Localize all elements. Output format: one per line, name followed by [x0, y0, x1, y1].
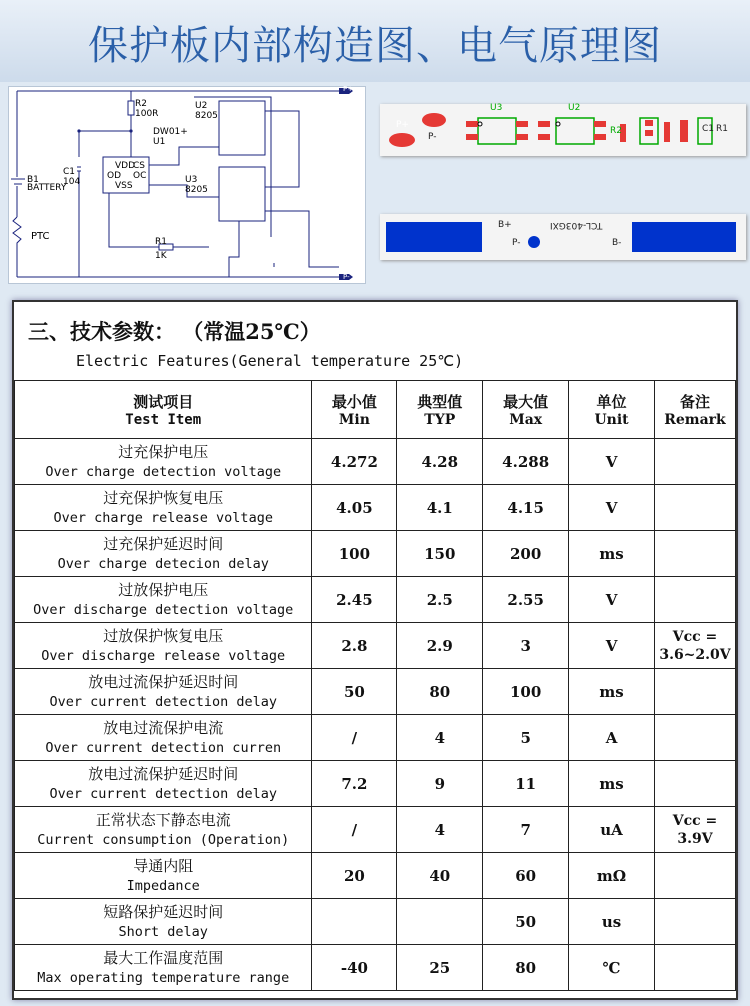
cell-remark	[654, 485, 735, 531]
cell-max: 5	[483, 715, 569, 761]
schematic-diagram	[8, 86, 366, 284]
table-row	[15, 669, 736, 715]
table-row	[15, 945, 736, 991]
cell-max: 200	[483, 531, 569, 577]
pminus-terminal: P-	[343, 273, 350, 281]
cell-min: 2.8	[312, 623, 397, 669]
spec-panel	[12, 300, 738, 1000]
cell-max: 4.288	[483, 439, 569, 485]
cell-min: /	[312, 715, 397, 761]
u2-part: 8205	[195, 111, 218, 121]
r1-value: 1K	[155, 251, 167, 261]
cell-max: 2.55	[483, 577, 569, 623]
cell-min: 4.272	[312, 439, 397, 485]
spec-table	[14, 380, 736, 991]
cell-typ: 4	[397, 807, 483, 853]
cell-max: 4.15	[483, 485, 569, 531]
table-header-row	[15, 381, 736, 439]
cell-typ: 2.5	[397, 577, 483, 623]
u1-vdd: VDD	[115, 161, 136, 171]
table-row	[15, 485, 736, 531]
cell-typ: 80	[397, 669, 483, 715]
cell-remark	[654, 945, 735, 991]
cell-max: 100	[483, 669, 569, 715]
cell-max: 3	[483, 623, 569, 669]
r1-label: R1	[155, 237, 167, 247]
cell-max: 7	[483, 807, 569, 853]
cell-unit: ms	[569, 669, 655, 715]
u1-cs: CS	[133, 161, 145, 171]
pcb-u2-label: U2	[568, 103, 581, 113]
cell-remark	[654, 669, 735, 715]
u1-vss: VSS	[115, 181, 133, 191]
cell-remark	[654, 531, 735, 577]
pcb-pminus-label-bottom: P-	[512, 238, 521, 248]
cell-typ: 4.1	[397, 485, 483, 531]
cell-unit: us	[569, 899, 655, 945]
cell-remark	[654, 439, 735, 485]
pcb-bottom-view	[380, 214, 746, 260]
pcb-pminus-label: P-	[428, 132, 437, 142]
b1-label: B1	[27, 175, 39, 185]
cell-unit: V	[569, 623, 655, 669]
u1-od: OD	[107, 171, 122, 181]
cell-test-item: 过放保护电压 Over discharge detection voltage	[15, 577, 312, 623]
section-subtitle: Electric Features(General temperature 25℃)	[76, 352, 464, 370]
cell-min: 2.45	[312, 577, 397, 623]
table-row	[15, 807, 736, 853]
cell-remark	[654, 715, 735, 761]
cell-unit: ms	[569, 761, 655, 807]
cell-unit: mΩ	[569, 853, 655, 899]
pcb-r2-label: R2	[610, 126, 622, 136]
cell-remark	[654, 899, 735, 945]
cell-typ: 9	[397, 761, 483, 807]
u2-label: U2	[195, 101, 208, 111]
cell-typ: 40	[397, 853, 483, 899]
cell-unit: uA	[569, 807, 655, 853]
cell-test-item: 过充保护延迟时间 Over charge detecion delay	[15, 531, 312, 577]
cell-min: 7.2	[312, 761, 397, 807]
cell-test-item: 放电过流保护延迟时间 Over current detection delay	[15, 669, 312, 715]
cell-remark	[654, 853, 735, 899]
header-max: 最大值 Max	[483, 381, 569, 439]
header-unit: 单位 Unit	[569, 381, 655, 439]
cell-test-item: 放电过流保护电流 Over current detection curren	[15, 715, 312, 761]
r2-value: 100R	[135, 109, 159, 119]
cell-test-item: 过放保护恢复电压 Over discharge release voltage	[15, 623, 312, 669]
pcb-bminus-label: B-	[612, 238, 622, 248]
table-row	[15, 853, 736, 899]
cell-max: 60	[483, 853, 569, 899]
cell-typ: 150	[397, 531, 483, 577]
cell-unit: ℃	[569, 945, 655, 991]
cell-remark	[654, 577, 735, 623]
cell-min: 20	[312, 853, 397, 899]
cell-test-item: 正常状态下静态电流 Current consumption (Operation)	[15, 807, 312, 853]
cell-unit: V	[569, 485, 655, 531]
pcb-bplus-label: B+	[498, 220, 512, 230]
page-title: 保护板内部构造图、电气原理图	[88, 23, 662, 69]
table-row	[15, 577, 736, 623]
c1-label: C1	[63, 167, 76, 177]
table-row	[15, 623, 736, 669]
cell-max: 50	[483, 899, 569, 945]
cell-test-item: 短路保护延迟时间 Short delay	[15, 899, 312, 945]
pcb-c1-label: C1	[702, 124, 715, 134]
cell-min	[312, 899, 397, 945]
cell-max: 80	[483, 945, 569, 991]
pcb-r1-label: R1	[716, 124, 728, 134]
cell-min: -40	[312, 945, 397, 991]
battery-label: BATTERY	[27, 183, 67, 193]
cell-typ: 2.9	[397, 623, 483, 669]
cell-unit: V	[569, 577, 655, 623]
cell-unit: A	[569, 715, 655, 761]
cell-test-item: 过充保护恢复电压 Over charge release voltage	[15, 485, 312, 531]
cell-test-item: 放电过流保护延迟时间 Over current detection delay	[15, 761, 312, 807]
table-row	[15, 531, 736, 577]
u3-part: 8205	[185, 185, 208, 195]
cell-typ: 4.28	[397, 439, 483, 485]
u1-part: DW01+	[153, 127, 188, 137]
table-row	[15, 439, 736, 485]
cell-typ	[397, 899, 483, 945]
cell-min: 4.05	[312, 485, 397, 531]
cell-typ: 4	[397, 715, 483, 761]
header-test-item: 测试项目 Test Item	[15, 381, 312, 439]
cell-typ: 25	[397, 945, 483, 991]
cell-test-item: 导通内阻 Impedance	[15, 853, 312, 899]
pcb-top-svg	[380, 104, 746, 156]
u1-label: U1	[153, 137, 166, 147]
c1-value: 104	[63, 177, 81, 187]
pcb-pplus-label: P+	[396, 120, 409, 130]
pplus-terminal: P+	[343, 85, 354, 93]
cell-test-item: 最大工作温度范围 Max operating temperature range	[15, 945, 312, 991]
header-typ: 典型值 TYP	[397, 381, 483, 439]
pcb-u3-label: U3	[490, 103, 503, 113]
ptc-label: PTC	[31, 231, 50, 242]
table-row	[15, 715, 736, 761]
cell-min: 50	[312, 669, 397, 715]
cell-unit: ms	[569, 531, 655, 577]
pcb-code-label: TCL-403GXI	[550, 220, 603, 230]
section-title: 三、技术参数： （常温25℃）	[28, 319, 321, 344]
pcb-top-view	[380, 104, 746, 156]
table-row	[15, 899, 736, 945]
cell-remark: Vcc = 3.6~2.0V	[654, 623, 735, 669]
cell-max: 11	[483, 761, 569, 807]
u1-oc: OC	[133, 171, 147, 181]
cell-min: 100	[312, 531, 397, 577]
header-remark: 备注 Remark	[654, 381, 735, 439]
cell-unit: V	[569, 439, 655, 485]
header-min: 最小值 Min	[312, 381, 397, 439]
cell-remark	[654, 761, 735, 807]
cell-test-item: 过充保护电压 Over charge detection voltage	[15, 439, 312, 485]
u3-label: U3	[185, 175, 198, 185]
cell-min: /	[312, 807, 397, 853]
r2-label: R2	[135, 99, 147, 109]
cell-remark: Vcc = 3.9V	[654, 807, 735, 853]
table-row	[15, 761, 736, 807]
